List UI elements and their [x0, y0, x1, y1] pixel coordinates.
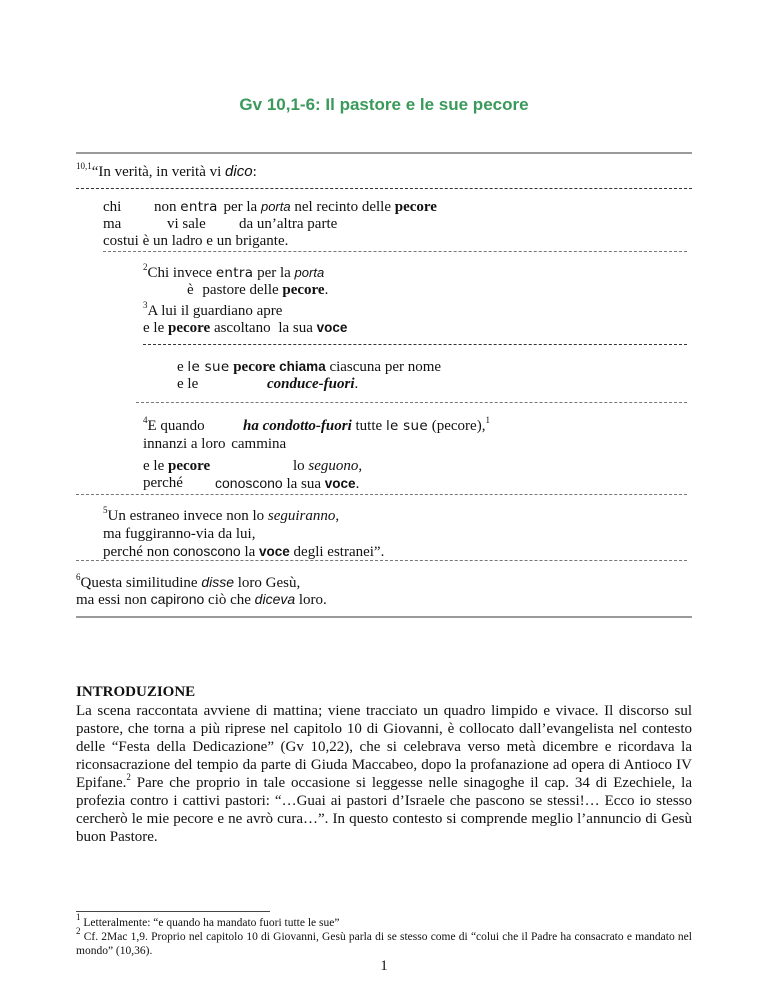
top-rule — [76, 152, 692, 154]
verse-1-line-1b: non entra per la porta nel recinto delle pecore — [154, 199, 437, 215]
verse-1-line-3: costui è un ladro e un brigante. — [103, 233, 289, 249]
verse-1-line-1: chi — [103, 199, 122, 215]
verse-3-line-4a: e le — [177, 376, 199, 392]
page-number: 1 — [380, 958, 388, 974]
intro-paragraph: La scena raccontata avviene di mattina; viene tracciato un quadro limpido e vivace. Il discorso sul pastore, che torna a più riprese nel capitolo 10 di Giovanni, è collocato dall’evangelista nel contesto delle “Festa della Dedicazione” (Gv 10,22), che si celebrava verso metà dicembre e ricordava la riconsacrazione del tempio da parte di Giuda Maccabeo, dopo la profanazione ad opera di Antioco IV Epifane.$^2$ Pare che proprio in tale occasione si leggesse nelle sinagoghe il cap. 34 di Ezechiele, la profezia contro i cattivi pastori: “…Guai ai pastori d’Israele che pascono se stessi!… Ecco io stesso cercherò le mie pecore e ne avrò cura…”. In questo contesto si comprende meglio l’annuncio di Gesù buon Pastore. — [76, 703, 692, 845]
verse-4-line-2: innanzi a loro cammina — [143, 436, 287, 452]
verse-2-line-2: è pastore delle pecore. — [187, 282, 329, 298]
verse-4-line-1a: $^4$E quando — [143, 415, 205, 434]
verse-2-line-1: $^2$Chi invece entra per la porta — [143, 262, 325, 281]
verse-5-line-3: perché non conoscono la voce degli estranei”. — [103, 543, 385, 560]
verse-3-line-4b: conduce-fuori. — [267, 376, 359, 392]
verse-6-line-2: ma essi non capirono ciò che diceva loro. — [76, 591, 327, 608]
dashed-separator — [76, 494, 687, 495]
verse-1-line-2c: da un’altra parte — [239, 216, 338, 232]
footnote-2: $^2$ Cf. 2Mac 1,9. Proprio nel capitolo 10 di Giovanni, Gesù parla di se stesso come di “colui che il Padre ha consacrato e mandato nel mondo” (10,36). — [76, 926, 692, 957]
verse-1-intro: $^{10,1}$“In verità, in verità vi dico: — [76, 161, 257, 180]
dashed-separator — [76, 188, 692, 189]
dashed-separator — [103, 251, 687, 252]
verse-6-line-1: $^6$Questa similitudine disse loro Gesù, — [76, 572, 301, 591]
dashed-separator — [136, 402, 687, 403]
verse-3-line-1: $^3$A lui il guardiano apre — [143, 300, 283, 319]
verse-1-line-2b: vi sale — [167, 216, 206, 232]
verse-5-line-1: $^5$Un estraneo invece non lo seguiranno, — [103, 505, 340, 524]
page-title: Gv 10,1-6: Il pastore e le sue pecore — [239, 95, 529, 114]
bottom-rule — [76, 616, 692, 618]
dashed-separator — [143, 344, 687, 345]
verse-4-line-3b: lo seguono, — [293, 458, 363, 474]
section-heading: INTRODUZIONE — [76, 684, 196, 700]
verse-4-line-3a: e le pecore — [143, 458, 211, 474]
footnote-separator — [76, 911, 270, 912]
verse-4-line-4a: perché — [143, 475, 183, 491]
verse-4-line-4b: conoscono la sua voce. — [215, 475, 360, 492]
dashed-separator — [76, 560, 687, 561]
verse-3-line-3: e le sue pecore chiama ciascuna per nome — [177, 359, 442, 375]
verse-4-line-1b: ha condotto-fuori tutte le sue (pecore),$^1$ — [243, 415, 490, 434]
verse-1-line-2a: ma — [103, 216, 122, 232]
footnote-1: $^1$ Letteralmente: “e quando ha mandato fuori tutte le sue” — [76, 912, 340, 929]
verse-5-line-2: ma fuggiranno-via da lui, — [103, 526, 256, 542]
verse-3-line-2: e le pecore ascoltano la sua voce — [143, 320, 348, 336]
